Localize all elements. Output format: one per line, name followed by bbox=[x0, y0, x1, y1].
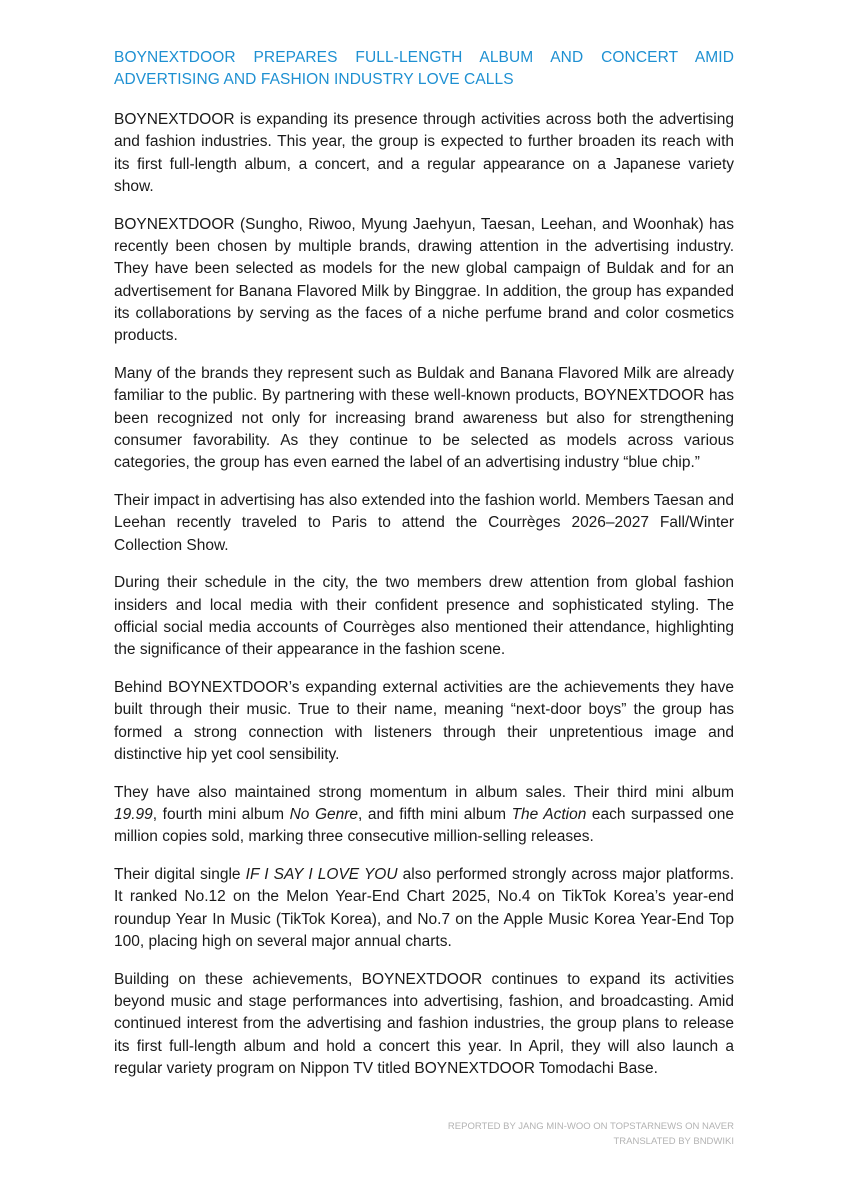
album-sales-text-1: They have also maintained strong momentum in album sales. Their third mini album bbox=[114, 783, 734, 801]
paragraph-intro: BOYNEXTDOOR is expanding its presence through activities across both the advertising and fashion industries. This year, the group is expected to further broaden its reach with its first full-length album, a concert, and a regular appearance on a Japanese variety show. bbox=[114, 111, 734, 195]
album-title-the-action: The Action bbox=[511, 806, 587, 824]
album-sales-text-3: , and fifth mini album bbox=[358, 806, 512, 824]
paragraph-brands: BOYNEXTDOOR (Sungho, Riwoo, Myung Jaehyun, Taesan, Leehan, and Woonhak) has recently been chosen by multiple brands, drawing attention in the advertising industry. They have been selected as models for the new global campaign of Buldak and for an advertisement for Banana Flavored Milk by Binggrae. In addition, the group has expanded its collaborations by serving as the faces of a niche perfume brand and color cosmetics products. bbox=[114, 215, 734, 345]
paragraph-paris: During their schedule in the city, the two members drew attention from global fashion insiders and local media with their confident presence and sophisticated styling. The official social media accounts of Courrèges also mentioned their attendance, highlighting the significance of their appearance in the fashion scene. bbox=[114, 574, 734, 659]
album-sales-text-2: , fourth mini album bbox=[152, 806, 290, 824]
single-text-2: also performed strongly across major platforms. It ranked No.12 on the Melon Year-End Chart 2025, No.4 on TikTok Korea’s year-end roundup Year In Music (TikTok Korea), and No.7 on the Apple Music Korea Year-End Top 100, placing high on several major annual charts. bbox=[114, 866, 735, 950]
album-sales-text-4: each surpassed one million copies sold, marking three consecutive million-selling releases. bbox=[114, 806, 734, 846]
headline: BOYNEXTDOOR PREPARES FULL-LENGTH ALBUM AND CONCERT AMID ADVERTISING AND FASHION INDUSTRY LOVE CALLS bbox=[114, 49, 734, 88]
credits bbox=[448, 1119, 734, 1149]
paragraph-album-sales bbox=[114, 782, 734, 849]
credit-reported-by: REPORTED BY JANG MIN-WOO ON TOPSTARNEWS ON NAVER bbox=[447, 1121, 734, 1132]
paragraph-blue-chip: Many of the brands they represent such as Buldak and Banana Flavored Milk are already familiar to the public. By partnering with these well-known products, BOYNEXTDOOR has been recognized not only for increasing brand awareness but also for strengthening consumer favorability. As they continue to be selected as models across various categories, the group has even earned the label of an advertising industry “blue chip.” bbox=[114, 364, 734, 472]
article bbox=[114, 47, 734, 1096]
album-title-19-99: 19.99 bbox=[114, 806, 153, 824]
credit-translated-by: TRANSLATED BY BNDWIKI bbox=[613, 1136, 734, 1147]
paragraph-fashion: Their impact in advertising has also extended into the fashion world. Members Taesan and Leehan recently traveled to Paris to attend the Courrèges 2026–2027 Fall/Winter Collection Show. bbox=[114, 491, 734, 554]
paragraph-digital-single bbox=[114, 864, 734, 953]
paragraph-music: Behind BOYNEXTDOOR’s expanding external activities are the achievements they have built through their music. True to their name, meaning “next-door boys” the group has formed a strong connection with listeners through their unpretentious image and distinctive hip yet cool sensibility. bbox=[114, 679, 734, 763]
album-title-no-genre: No Genre bbox=[289, 806, 359, 824]
single-title: IF I SAY I LOVE YOU bbox=[245, 866, 398, 884]
paragraph-outlook: Building on these achievements, BOYNEXTDOOR continues to expand its activities beyond music and stage performances into advertising, fashion, and broadcasting. Amid continued interest from the advertising and fashion industries, the group plans to release its first full-length album and hold a concert this year. In April, they will also launch a regular variety program on Nippon TV titled BOYNEXTDOOR Tomodachi Base. bbox=[114, 970, 734, 1077]
single-text-1: Their digital single bbox=[114, 866, 246, 884]
